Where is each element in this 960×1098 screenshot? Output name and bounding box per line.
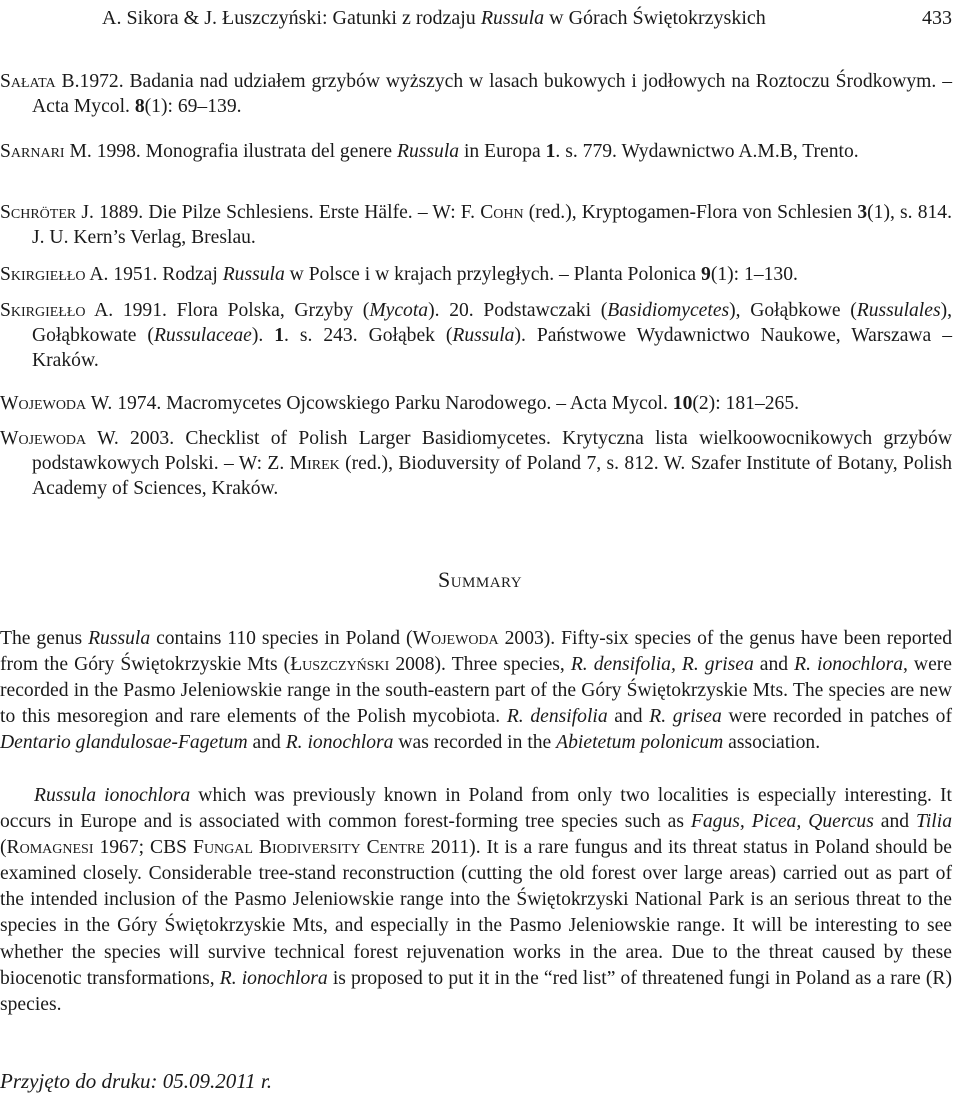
summary-heading: Summary [437,567,523,592]
reference-taxon: Russulaceae [153,325,252,346]
reference-genus: Russula [397,141,460,162]
reference-volume: 10 [672,393,693,414]
summary-taxon: Russula [88,628,151,649]
reference-taxon: Basidiomycetes [607,300,730,321]
reference-volume: 1 [545,141,556,162]
summary-taxon: R. ionochlora [219,967,328,989]
reference-text: ). 20. Podstawczaki ( [428,300,608,321]
reference-text: (red.), Bioduversity of Poland 7, s. 812. W. Szafer Institute of Botany, Polish Academy of Sciences, Kraków. [32,453,952,499]
reference-salata-1972 [0,69,952,119]
summary-taxon: R. densifolia [506,706,608,728]
reference-volume: 8 [134,96,145,117]
summary-paragraph-2 [0,783,952,1018]
summary-citation: Łuszczyński [290,654,390,676]
summary-text: 2003). Fifty-six species of the genus have been reported from the Góry Świętokrzyskie Mts ( [0,628,953,676]
reference-editor: Cohn [480,202,524,223]
reference-volume: 3 [857,202,868,223]
summary-taxon: Fagus, Picea, Quercus [690,811,874,833]
reference-text: 1972. Badania nad udziałem grzybów wyższych w lasach bukowych i jodłowych na Roztoczu Środkowym. – Acta Mycol. [32,71,952,117]
reference-text: W. 1974. Macromycetes Ojcowskiego Parku Narodowego. – Acta Mycol. [86,393,673,414]
reference-text: w Polsce i w krajach przyległych. – Planta Polonica [284,264,702,285]
summary-citation: Wojewoda [412,628,499,649]
reference-text: . s. 243. Gołąbek ( [284,325,453,346]
summary-text: association. [723,732,821,754]
accepted-date: Przyjęto do druku: 05.09.2011 r. [0,1069,273,1093]
summary-text: and [247,732,286,754]
reference-text: A. 1991. Flora Polska, Grzyby ( [85,300,370,321]
summary-paragraph-1 [0,626,952,756]
reference-text: M. 1998. Monografia ilustrata del genere [64,141,398,162]
summary-text: is proposed to put it in the “red list” of threatened fungi in Poland as a rare (R) species. [0,967,952,1015]
summary-text: 2008). Three species, [389,654,571,676]
reference-skirgiello-1991 [0,298,952,373]
summary-text: was recorded in the [393,732,557,754]
reference-skirgiello-1951 [0,262,952,287]
summary-text: 2011). It is a rare fungus and its threat status in Poland should be examined closely. Considerable tree-stand reconstruction (cutting the old forest over large areas) carried out as part of the intended inclusion of the Pasmo Jeleniowskie range into the Świętokrzyski National Park is an serious threat to the species in the Góry Świętokrzyskie Mts, and especially in the Pasmo Jeleniowskie range. It will be interesting to see whether the species will survive technical forest rejuvenation works in the area. Due to the threat caused by these biocenotic transformations, [0,837,952,989]
summary-text: 1967; CBS [93,837,194,859]
reference-author: Skirgiełło [0,264,86,285]
reference-text: ), Gołąbkowate ( [32,300,953,346]
reference-text: ). [251,325,275,346]
reference-text: (2): 181–265. [692,393,800,414]
reference-wojewoda-2003 [0,426,952,501]
summary-taxon: Russula ionochlora [34,785,191,806]
summary-taxon: Tilia [916,811,952,833]
reference-wojewoda-1974 [0,391,952,416]
reference-text: ). Państwowe Wydawnictwo Naukowe, Warszawa – Kraków. [32,325,952,371]
reference-text: . s. 779. Wydawnictwo A.M.B, Trento. [555,141,859,162]
reference-author: Sałata B. [0,71,80,92]
reference-volume: 9 [701,264,711,285]
running-title-genus: Russula [480,7,545,29]
reference-pages: (1): 69–139. [144,96,242,117]
reference-author: Sarnari [0,141,65,162]
reference-author: Skirgiełło [0,300,86,321]
reference-taxon: Mycota [369,300,429,321]
summary-text: , were recorded in the Pasmo Jeleniowskie range in the south-eastern part of the Góry Świętokrzyskie Mts. The species are new to this mesoregion and rare elements of the Polish mycobiota. [0,654,953,728]
reference-text: in Europa [459,141,546,162]
reference-text: W. 2003. Checklist of Polish Larger Basidiomycetes. Krytyczna lista wielkoowocnikowych grzybów podstawkowych Polski. – W: Z. [32,428,952,474]
summary-text: ( [0,837,7,859]
reference-editor: Mirek [289,453,340,474]
summary-taxon: R. densifolia, R. grisea [570,654,754,676]
summary-taxon: R. ionochlora [285,732,394,754]
running-title-text-end: w Górach Świętokrzyskich [544,7,766,29]
reference-volume: 1 [274,325,285,346]
summary-text: which was previously known in Poland from only two localities is especially interesting. It occurs in Europe and is associated with common forest-forming tree species such as [0,785,952,833]
summary-text: and [753,654,795,676]
reference-genus: Russula [222,264,285,285]
summary-text: and [607,706,650,728]
summary-text: were recorded in patches of [721,706,952,728]
reference-taxon: Russula [452,325,515,346]
reference-author: Wojewoda [0,428,87,449]
summary-taxon: Dentario glandulosae-Fagetum [0,732,248,754]
reference-author: Wojewoda [0,393,87,414]
reference-author: Schröter [0,202,77,223]
summary-taxon: Abietetum polonicum [556,732,724,754]
page-number: 433 [922,7,952,29]
reference-text: J. 1889. Die Pilze Schlesiens. Erste Hälfe. – W: F. [76,202,481,223]
running-title [102,6,766,30]
summary-citation: Romagnesi [6,837,94,859]
reference-text: (1): 1–130. [710,264,798,285]
reference-schroter-1889 [0,200,952,250]
running-title-text: A. Sikora & J. Łuszczyński: Gatunki z rodzaju [102,7,481,29]
reference-text: (1), s. 814. J. U. Kern’s Verlag, Breslau. [32,202,952,248]
summary-text: and [873,811,917,833]
summary-text: contains 110 species in Poland ( [150,628,413,649]
reference-taxon: Russulales [856,300,941,321]
summary-text: The genus [0,628,89,649]
summary-taxon: R. grisea [649,706,722,728]
reference-sarnari-1998 [0,139,952,164]
running-header [0,6,952,30]
summary-taxon: R. ionochlora [794,654,904,676]
summary-citation: Fungal Biodiversity Centre [193,837,425,859]
reference-text: (red.), Kryptogamen-Flora von Schlesien [523,202,858,223]
reference-text: ), Gołąbkowe ( [729,300,857,321]
reference-text: A. 1951. Rodzaj [85,264,223,285]
